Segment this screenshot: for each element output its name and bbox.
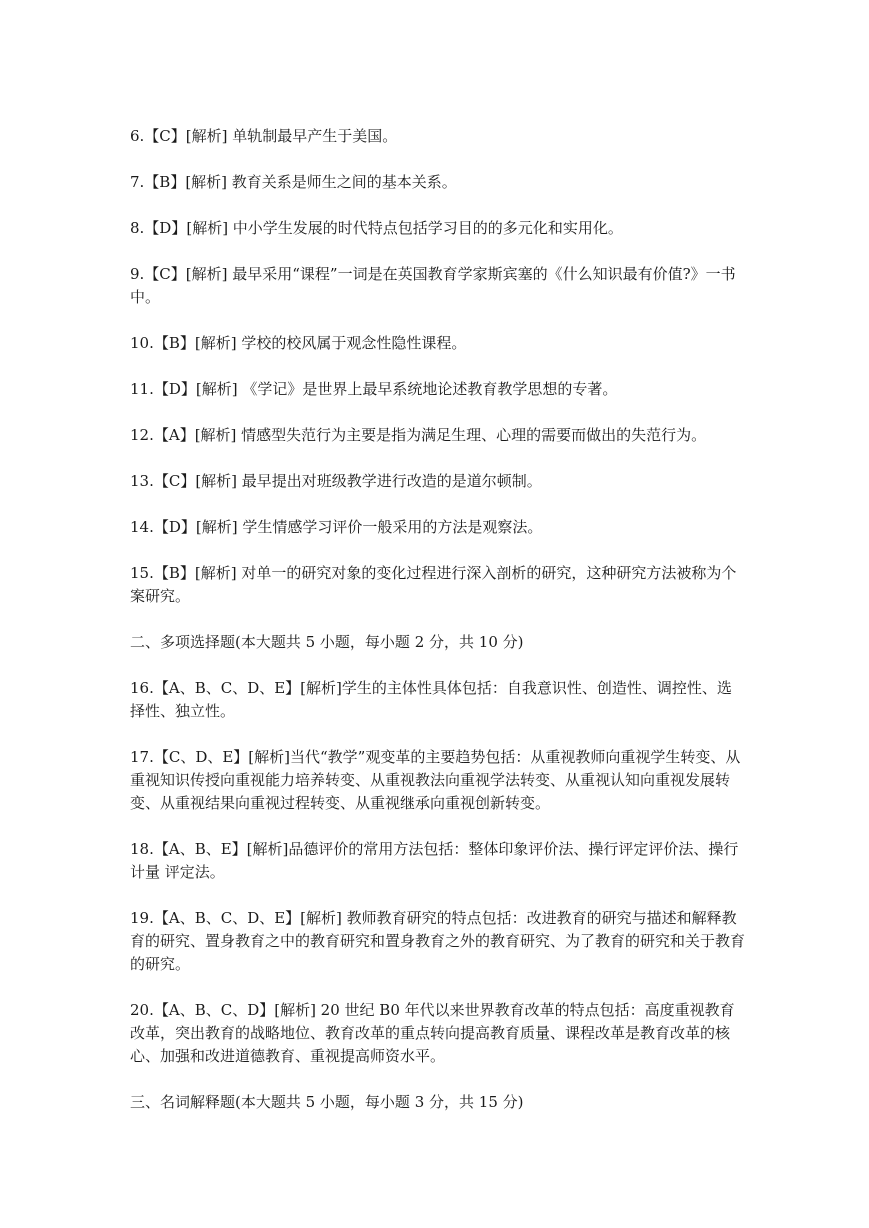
section-heading-term-explanation: 三、名词解释题(本大题共 5 小题，每小题 3 分，共 15 分) (130, 1093, 524, 1111)
answer-item-8: 8.【D】[解析] 中小学生发展的时代特点包括学习目的的多元化和实用化。 (130, 219, 623, 237)
answer-item-14: 14.【D】[解析] 学生情感学习评价一般采用的方法是观察法。 (130, 518, 543, 536)
answer-item-18: 18.【A、B、E】[解析]品德评价的常用方法包括：整体印象评价法、操行评定评价法、操行计量 评定法。 (130, 840, 739, 881)
answer-item-13: 13.【C】[解析] 最早提出对班级教学进行改造的是道尔顿制。 (130, 472, 542, 490)
answer-item-9: 9.【C】[解析] 最早采用“课程”一词是在英国教育学家斯宾塞的《什么知识最有价值?》一书中。 (130, 265, 736, 306)
answer-item-17: 17.【C、D、E】[解析]当代“教学”观变革的主要趋势包括：从重视教师向重视学生转变、从重视知识传授向重视能力培养转变、从重视教法向重视学法转变、从重视认知向重视发展转变、从重视结果向重视过程转变、从重视继承向重视创新转变。 (130, 748, 741, 812)
answer-item-20: 20.【A、B、C、D】[解析] 20 世纪 B0 年代以来世界教育改革的特点包括：高度重视教育改革，突出教育的战略地位、教育改革的重点转向提高教育质量、课程改革是教育改革的核心、加强和改进道德教育、重视提高师资水平。 (130, 1001, 735, 1065)
answer-item-15: 15.【B】[解析] 对单一的研究对象的变化过程进行深入剖析的研究，这种研究方法被称为个案研究。 (130, 564, 737, 605)
answer-item-12: 12.【A】[解析] 情感型失范行为主要是指为满足生理、心理的需要而做出的失范行为。 (130, 426, 707, 444)
answer-item-10: 10.【B】[解析] 学校的校风属于观念性隐性课程。 (130, 334, 467, 352)
section-heading-multiple-choice: 二、多项选择题(本大题共 5 小题，每小题 2 分，共 10 分) (130, 633, 524, 651)
answer-item-16: 16.【A、B、C、D、E】[解析]学生的主体性具体包括：自我意识性、创造性、调控性、选择性、独立性。 (130, 679, 732, 720)
answer-item-19: 19.【A、B、C、D、E】[解析] 教师教育研究的特点包括：改进教育的研究与描述和解释教育的研究、置身教育之中的教育研究和置身教育之外的教育研究、为了教育的研究和关于教育的研究。 (130, 909, 746, 973)
answer-item-11: 11.【D】[解析] 《学记》是世界上最早系统地论述教育教学思想的专著。 (130, 380, 618, 398)
answer-item-7: 7.【B】[解析] 教育关系是师生之间的基本关系。 (130, 173, 457, 191)
document-body (130, 125, 745, 1137)
answer-item-6: 6.【C】[解析] 单轨制最早产生于美国。 (130, 127, 398, 145)
